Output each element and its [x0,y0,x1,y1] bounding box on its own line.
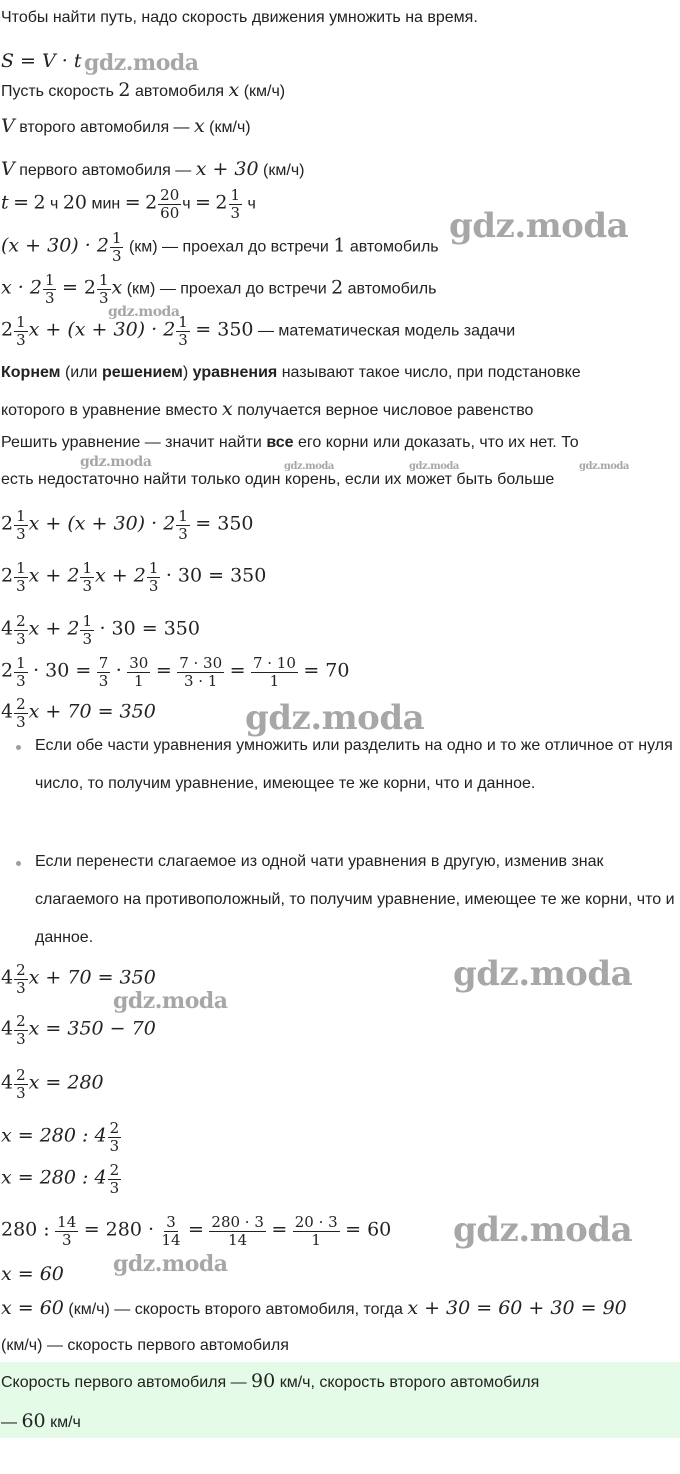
fraction: $\frac{1}{3}$ [16,654,26,690]
watermark: gdz.moda [453,954,633,994]
fraction: $\frac{20 \cdot 3}{1}$ [294,1213,338,1249]
fraction: $\frac{2}{3}$ [16,1012,26,1048]
fraction: $\frac{2}{3}$ [16,1066,26,1102]
distance-first-line: (x + 30) · 2 $\frac{1}{3}$ (км) — проехал до встречи 1 автомобиль [1,229,439,265]
equation-step: 4 $\frac{2}{3}$ x = 350 − 70 [1,1012,156,1048]
watermark: gdz.moda [409,461,459,472]
speed-second-line: V второго автомобиля — x (км/ч) [1,115,251,137]
fraction: $\frac{1}{3}$ [148,559,159,595]
answer-text: Скорость первого автомобиля — 90 км/ч, скорость второго автомобиля — 60 км/ч [1,1370,540,1432]
bullet-dot [16,745,21,750]
time-line: t = 2 ч 20 мин = 2 $\frac{20}{60}$ ч = 2 $\frac{1}{3}$ ч [1,186,256,222]
fraction: $\frac{1}{3}$ [111,229,122,265]
result-line1: x = 60 (км/ч) — скорость второго автомобиля, тогда x + 30 = 60 + 30 = 90 [1,1297,627,1319]
watermark: gdz.moda [113,988,228,1014]
answer-box [0,1362,680,1438]
fraction: $\frac{280 \cdot 3}{14}$ [211,1213,264,1249]
rule-item: Если перенести слагаемое из одной чати уравнения в другую, изменив знак слагаемого на противоположный, то получим уравнение, имеющее те же корни, что и данное. [35,853,675,946]
fraction: $\frac{1}{3}$ [44,271,55,307]
root-definition-line1: Корнем (или решением) уравнения называют такое число, при подстановке [1,364,581,381]
fraction: $\frac{1}{3}$ [16,507,26,543]
fraction: $\frac{1}{3}$ [178,313,188,349]
fraction: $\frac{30}{1}$ [129,654,149,690]
math-model-line: 2 $\frac{1}{3}$ x + (x + 30) · 2 $\frac{1}{3}$ = 350 — математическая модель задачи [1,313,516,349]
fraction: $\frac{1}{3}$ [99,271,109,307]
equation-step: 280 : $\frac{14}{3}$ = 280 · $\frac{3}{14}$ = $\frac{280 \cdot 3}{14}$ = $\frac{20 \cdot 3}{1}$ = 60 [1,1213,392,1249]
bullet-dot [16,861,21,866]
root-definition-line2: которого в уравнение вместо x получается верное числовое равенство [1,398,534,420]
watermark: gdz.moda [449,206,629,246]
equation-step: 2 $\frac{1}{3}$ · 30 = $\frac{7}{3}$ · $\frac{30}{1}$ = $\frac{7 \cdot 30}{3 \cdot 1}$ = $\frac{7 \cdot 10}{1}$ = 70 [1,654,350,690]
intro-text: Чтобы найти путь, надо скорость движения умножить на время. [1,9,478,26]
equation-step: 4 $\frac{2}{3}$ x = 280 [1,1066,104,1102]
watermark: gdz.moda [80,454,152,470]
watermark: gdz.moda [284,461,334,472]
fraction: $\frac{2}{3}$ [109,1161,120,1197]
equation-step: x = 60 [1,1263,64,1285]
watermark: gdz.moda [453,1210,633,1250]
fraction: $\frac{1}{3}$ [178,507,188,543]
fraction: $\frac{2}{3}$ [16,695,26,731]
fraction: $\frac{1}{3}$ [16,313,26,349]
fraction: $\frac{1}{3}$ [82,612,92,648]
watermark: gdz.moda [245,698,425,738]
equation-step: 4 $\frac{2}{3}$ x + 70 = 350 [1,961,156,997]
formula-line [1,51,82,73]
fraction: $\frac{1}{3}$ [230,186,241,222]
fraction: $\frac{2}{3}$ [109,1119,120,1155]
fraction: $\frac{3}{14}$ [161,1213,181,1249]
result-line2: (км/ч) — скорость первого автомобиля [1,1337,289,1354]
fraction: $\frac{7 \cdot 10}{1}$ [252,654,296,690]
equation-step: x = 280 : 4 $\frac{2}{3}$ [1,1161,120,1197]
fraction: $\frac{7}{3}$ [98,654,109,690]
solve-definition-line1: Решить уравнение — значит найти все его корни или доказать, что их нет. То [1,434,579,451]
equation-step: 2 $\frac{1}{3}$ x + (x + 30) · 2 $\frac{1}{3}$ = 350 [1,507,254,543]
formula: S = V · t [1,50,82,72]
fraction: $\frac{1}{3}$ [82,559,92,595]
equation-step: 4 $\frac{2}{3}$ x + 70 = 350 [1,695,156,731]
rule-item: Если обе части уравнения умножить или разделить на одно и то же отличное от нуля число, то получим уравнение, имеющее те же корни, что и данное. [35,737,673,792]
watermark: gdz.moda [579,461,629,472]
fraction: $\frac{14}{3}$ [57,1213,77,1249]
fraction: $\frac{2}{3}$ [16,961,26,997]
watermark: gdz.moda [113,1251,228,1277]
watermark: gdz.moda [84,50,199,76]
fraction: $\frac{20}{60}$ [160,186,180,222]
distance-second-line: x · 2 $\frac{1}{3}$ = 2 $\frac{1}{3}$ x (км) — проехал до встречи 2 автомобиль [1,271,437,307]
watermark: gdz.moda [108,304,180,320]
fraction: $\frac{1}{3}$ [16,559,26,595]
let-speed-line: Пусть скорость 2 автомобиля x (км/ч) [1,79,286,101]
equation-step: x = 280 : 4 $\frac{2}{3}$ [1,1119,120,1155]
fraction: $\frac{2}{3}$ [16,612,26,648]
speed-first-line: V первого автомобиля — x + 30 (км/ч) [1,158,305,180]
fraction: $\frac{7 \cdot 30}{3 \cdot 1}$ [179,654,223,690]
equation-step: 2 $\frac{1}{3}$ x + 2 $\frac{1}{3}$ x + 2 $\frac{1}{3}$ · 30 = 350 [1,559,267,595]
solve-definition-line2: есть недостаточно найти только один корень, если их может быть больше [1,471,555,488]
equation-step: 4 $\frac{2}{3}$ x + 2 $\frac{1}{3}$ · 30 = 350 [1,612,200,648]
